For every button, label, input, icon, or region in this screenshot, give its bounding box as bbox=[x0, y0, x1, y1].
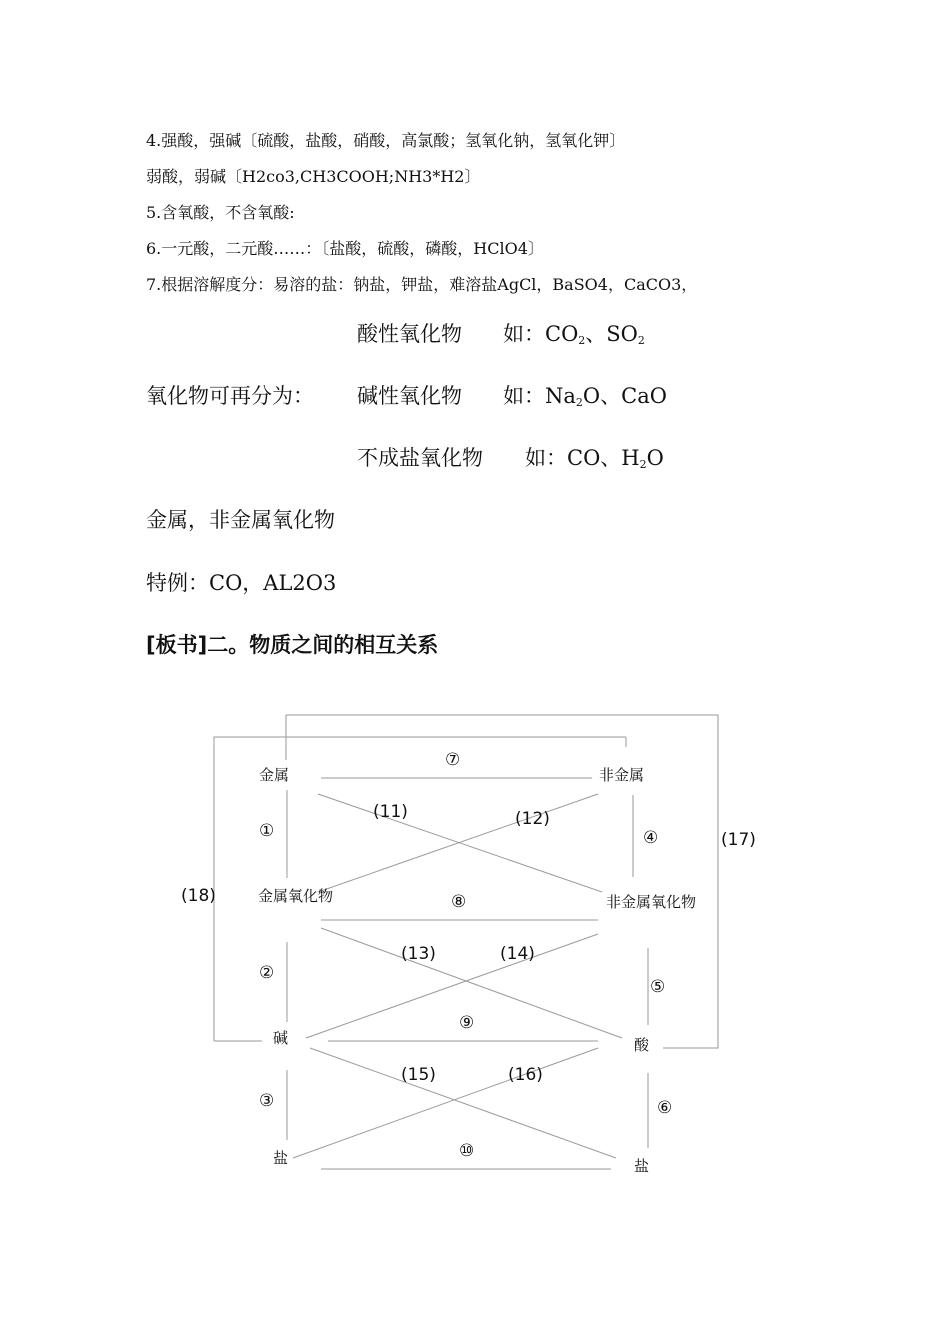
label-18: (18) bbox=[181, 886, 216, 906]
note-line-7: 7.根据溶解度分：易溶的盐：钠盐，钾盐，难溶盐AgCl，BaSO4，CaCO3， bbox=[146, 275, 698, 294]
label-8: ⑧ bbox=[451, 892, 467, 912]
line-16 bbox=[293, 1048, 598, 1158]
note-line-5: 5.含氧酸，不含氧酸: bbox=[146, 203, 295, 222]
note-line-4: 4.强酸，强碱〔硫酸，盐酸，硝酸，高氯酸；氢氧化钠，氢氧化钾〕 bbox=[146, 131, 626, 150]
label-1: ① bbox=[259, 821, 275, 841]
node-salt-left: 盐 bbox=[273, 1149, 289, 1167]
node-metal-oxide: 金属氧化物 bbox=[258, 887, 334, 905]
section-heading: [板书]二。物质之间的相互关系 bbox=[146, 633, 439, 657]
label-14: (14) bbox=[500, 944, 535, 964]
line-14 bbox=[306, 934, 598, 1038]
label-3: ③ bbox=[259, 1091, 275, 1111]
label-13: (13) bbox=[401, 944, 436, 964]
node-acid: 酸 bbox=[634, 1036, 650, 1054]
node-nonmetal-oxide: 非金属氧化物 bbox=[606, 893, 697, 911]
special-case-line: 特例：CO，AL2O3 bbox=[146, 571, 337, 595]
label-5: ⑤ bbox=[650, 977, 666, 997]
label-16: (16) bbox=[508, 1065, 543, 1085]
label-9: ⑨ bbox=[459, 1013, 475, 1033]
acidic-oxide-example: 如：$CO_2$、$SO_2$ bbox=[503, 322, 645, 347]
basic-oxide-label: 碱性氧化物 bbox=[357, 384, 462, 408]
label-6: ⑥ bbox=[657, 1098, 673, 1118]
label-11: (11) bbox=[373, 802, 408, 822]
metal-nonmetal-oxide-line: 金属，非金属氧化物 bbox=[146, 508, 335, 532]
label-12: (12) bbox=[515, 809, 550, 829]
label-4: ④ bbox=[643, 828, 659, 848]
note-line-weak: 弱酸，弱碱〔H2co3,CH3COOH;NH3*H2〕 bbox=[146, 167, 481, 186]
neutral-oxide-example: 如：CO、$H_2O$ bbox=[525, 446, 664, 471]
node-metal: 金属 bbox=[259, 766, 290, 784]
label-7: ⑦ bbox=[445, 750, 461, 770]
label-15: (15) bbox=[401, 1065, 436, 1085]
node-nonmetal: 非金属 bbox=[599, 766, 645, 784]
note-line-6: 6.一元酸，二元酸……：〔盐酸，硫酸，磷酸，HClO4〕 bbox=[146, 239, 544, 258]
label-10: ⑩ bbox=[459, 1141, 475, 1161]
node-salt-right: 盐 bbox=[634, 1157, 650, 1175]
basic-oxide-example: 如：$Na_2O$、CaO bbox=[503, 384, 667, 409]
label-17: (17) bbox=[721, 830, 756, 850]
frame-line-17 bbox=[286, 715, 718, 1048]
oxide-intro: 氧化物可再分为： bbox=[146, 384, 314, 408]
label-2: ② bbox=[259, 963, 275, 983]
node-base: 碱 bbox=[273, 1029, 289, 1047]
neutral-oxide-label: 不成盐氧化物 bbox=[357, 446, 483, 470]
acidic-oxide-label: 酸性氧化物 bbox=[357, 322, 462, 346]
